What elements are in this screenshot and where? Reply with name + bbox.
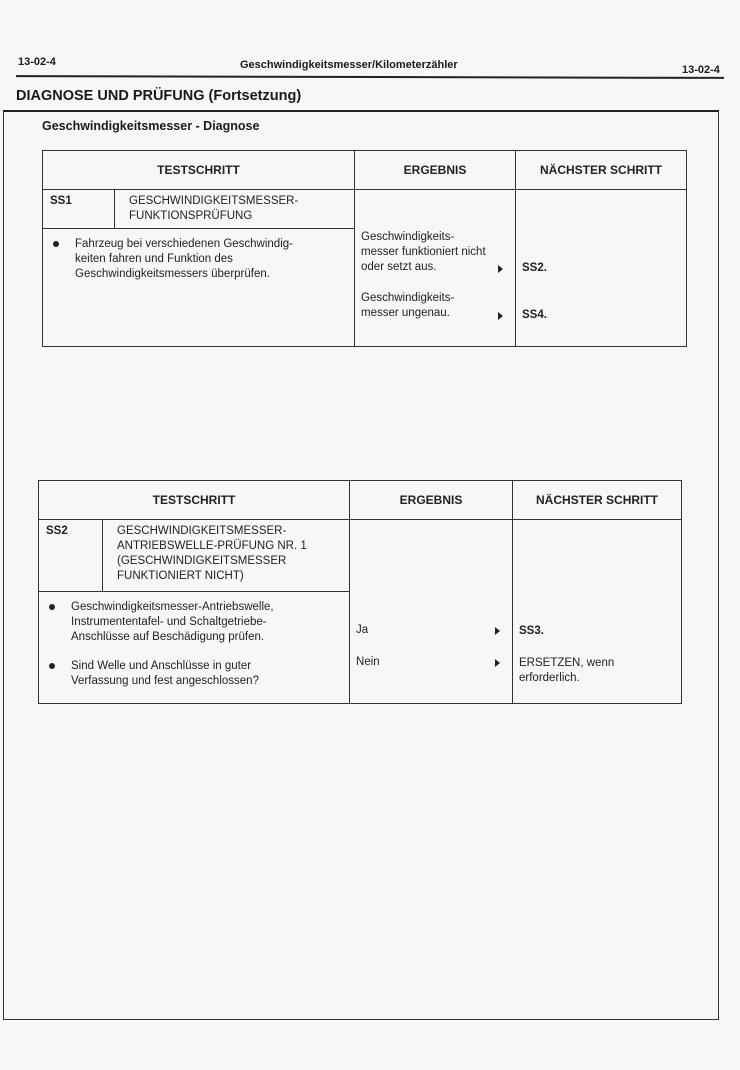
result-cell: [355, 190, 516, 347]
header-rule: [16, 75, 724, 79]
step-name: GESCHWINDIGKEITSMESSER- FUNKTIONSPRÜFUNG: [115, 190, 355, 229]
result-text: Ja: [356, 624, 369, 636]
step-id: SS2: [39, 520, 103, 592]
arrow-right-icon: [498, 265, 503, 273]
bullet-icon: [49, 663, 55, 669]
step-name: GESCHWINDIGKEITSMESSER- ANTRIEBSWELLE-PRÜFUNG NR. 1 (GESCHWINDIGKEITSMESSER FUNKTIONIERT NICHT): [103, 520, 350, 592]
result-text: Geschwindigkeits- messer ungenau.: [361, 292, 455, 319]
column-header-test: TESTSCHRITT: [43, 151, 355, 190]
column-header-next: NÄCHSTER SCHRITT: [516, 151, 687, 190]
bullet-icon: [49, 604, 55, 610]
subsection-title: Geschwindigkeitsmesser - Diagnose: [42, 119, 260, 133]
step-id: SS1: [43, 190, 115, 229]
instruction-text: Sind Welle und Anschlüsse in guter Verfassung und fest angeschlossen?: [71, 660, 259, 687]
next-step-text: ERSETZEN, wenn erforderlich.: [519, 657, 615, 684]
arrow-right-icon: [495, 627, 500, 635]
instruction-item: [51, 237, 346, 282]
result-text: Geschwindigkeits- messer funktioniert nicht oder setzt aus.: [361, 231, 486, 273]
column-header-next: NÄCHSTER SCHRITT: [513, 481, 682, 520]
bullet-icon: [53, 241, 59, 247]
column-header-result: ERGEBNIS: [350, 481, 513, 520]
next-step-text: SS2.: [522, 262, 547, 274]
result-cell: [350, 520, 513, 704]
page-number-right: 13-02-4: [682, 64, 720, 76]
section-title: DIAGNOSE UND PRÜFUNG (Fortsetzung): [16, 88, 302, 104]
next-step-text: SS3.: [519, 625, 544, 637]
instructions-cell: [43, 229, 355, 347]
diagnosis-table-ss1: [42, 150, 687, 347]
instruction-text: Geschwindigkeitsmesser-Antriebswelle, Instrumententafel- und Schaltgetriebe- Anschlüsse auf Beschädigung prüfen.: [71, 601, 274, 643]
diagnosis-table-ss2: [38, 480, 682, 704]
instructions-cell: [39, 592, 350, 704]
instruction-item: [47, 659, 341, 689]
instruction-text: Fahrzeug bei verschiedenen Geschwindig- keiten fahren und Funktion des Geschwindigkeitsmessers überprüfen.: [75, 238, 293, 280]
column-header-test: TESTSCHRITT: [39, 481, 350, 520]
page-number-left: 13-02-4: [18, 56, 56, 68]
column-header-result: ERGEBNIS: [355, 151, 516, 190]
next-step-cell: [513, 520, 682, 704]
arrow-right-icon: [495, 659, 500, 667]
next-step-text: SS4.: [522, 309, 547, 321]
arrow-right-icon: [498, 312, 503, 320]
next-step-cell: [516, 190, 687, 347]
result-text: Nein: [356, 656, 380, 668]
instruction-item: [47, 600, 341, 645]
page-header-title: Geschwindigkeitsmesser/Kilometerzähler: [240, 59, 458, 71]
